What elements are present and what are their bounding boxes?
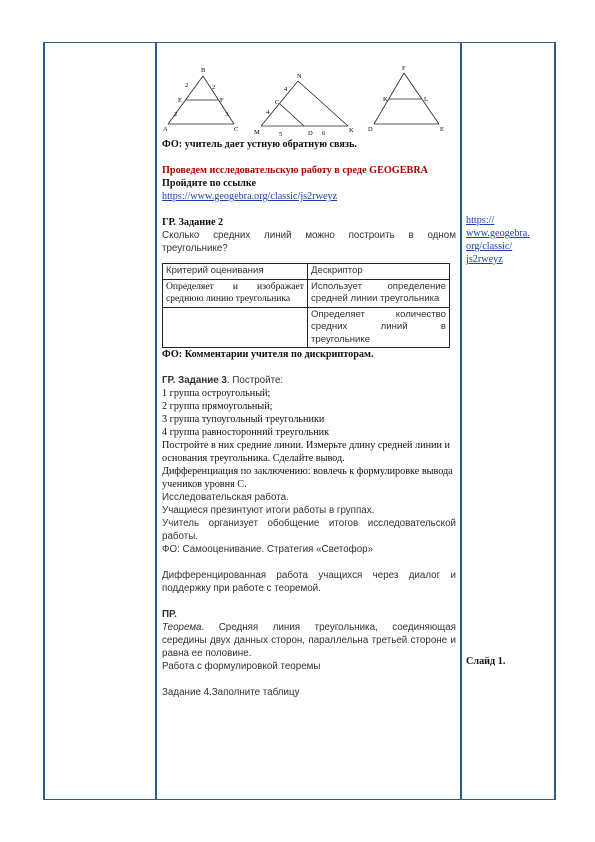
- slide-label: Слайд 1.: [466, 656, 506, 667]
- criteria-header-row: [163, 264, 450, 280]
- teacher-organizes: Учитель организует обобщение итогов исследовательской работы.: [162, 518, 456, 542]
- theorem-text: . Средняя линия треугольника, соединяющая середины двух данных сторон, параллельна третьей стороне и равна ее половине.: [162, 622, 456, 659]
- label-side-6: 6: [322, 130, 326, 137]
- criteria-row-1: [163, 279, 450, 307]
- column-divider-left: [155, 42, 157, 800]
- column-divider-right: [460, 42, 462, 800]
- formulation-work: Работа с формулировкой теоремы: [162, 661, 321, 672]
- fo-self-assessment: ФО: Самооценивание. Стратегия «Светофор»: [162, 544, 374, 555]
- label-side-2c: 2: [212, 84, 216, 91]
- label-side-2a: 2: [185, 82, 189, 89]
- label-k: K: [349, 127, 354, 134]
- follow-link-text: Пройдите по ссылке: [162, 178, 257, 189]
- criterion-cell: Определяет и изображает среднюю линию треугольника: [163, 279, 308, 307]
- right-link-block: [466, 214, 550, 266]
- label-m: M: [254, 129, 260, 136]
- header-descriptor: Дескриптор: [308, 264, 450, 280]
- research-work: Исследовательская работа.: [162, 492, 289, 503]
- task2-text: Сколько средних линий можно построить в одном треугольнике?: [162, 230, 456, 254]
- main-column: [162, 62, 456, 699]
- label-f: F: [220, 97, 224, 104]
- fo-feedback-2: ФО: Комментарии учителя по дискрипторам.: [162, 349, 374, 360]
- right-link-line-2[interactable]: www.geogebra.: [466, 228, 530, 239]
- task4: Задание 4.Заполните таблицу: [162, 687, 300, 698]
- triangle-figures-svg: [162, 62, 456, 138]
- task3-title: ГР. Задание 3: [162, 375, 227, 386]
- label-side-5: 5: [279, 131, 283, 138]
- right-link-line-4[interactable]: js2rweyz: [466, 254, 503, 265]
- differentiated-work: Дифференцированная работа учащихся через диалог и поддержку при работе с теоремой.: [162, 570, 456, 594]
- group-4: 4 группа равносторонний треугольник: [162, 427, 330, 438]
- task3-rest: . Постройте:: [226, 375, 284, 386]
- label-a: A: [163, 126, 168, 133]
- criteria-row-2: [163, 307, 450, 348]
- label-f3: F: [402, 65, 406, 72]
- label-side-3: 3: [225, 111, 229, 118]
- pr-label: ПР.: [162, 609, 177, 620]
- descriptor-1: Использует определение средней линии треугольника: [308, 279, 450, 307]
- label-d3: D: [368, 126, 373, 133]
- right-link-line-1[interactable]: https://: [466, 215, 495, 226]
- present-results: Учащиеся презинтуют итоги работы в группах.: [162, 505, 375, 516]
- group-2: 2 группа прямоугольный;: [162, 401, 273, 412]
- label-l3: L: [424, 96, 428, 103]
- theorem-label: Теорема: [162, 622, 202, 633]
- label-side-4a: 4: [284, 86, 288, 93]
- label-n: N: [297, 73, 302, 80]
- label-c2: C: [275, 99, 280, 106]
- label-e: E: [178, 97, 182, 104]
- group-1: 1 группа остроугольный;: [162, 388, 271, 399]
- label-d: D: [308, 130, 313, 137]
- label-k3: K: [383, 96, 388, 103]
- group-3: 3 группа тупоугольный треугольники: [162, 414, 325, 425]
- descriptor-2: Определяет количество средних линий в треугольнике: [308, 307, 450, 348]
- geogebra-link[interactable]: https://www.geogebra.org/classic/js2rweyz: [162, 191, 338, 202]
- build-instructions: Постройте в них средние линии. Измерьте длину средней линии и основания треугольника. Сделайте вывод.: [162, 440, 450, 464]
- criteria-table: [162, 263, 450, 348]
- label-side-2b: 2: [174, 111, 178, 118]
- label-c: C: [234, 126, 239, 133]
- label-side-4b: 4: [266, 109, 270, 116]
- research-heading: Проведем исследовательскую работу в среде GEOGEBRA: [162, 165, 429, 176]
- label-b: B: [201, 67, 206, 74]
- label-e3: E: [440, 126, 444, 133]
- task2-title: ГР. Задание 2: [162, 217, 224, 228]
- fo-feedback-1: ФО: учитель дает устную обратную связь.: [162, 139, 357, 150]
- differentiation-text: Дифференциация по заключению: вовлечь к формулировке вывода учеников уровня С.: [162, 466, 453, 490]
- criterion-empty: [163, 307, 308, 348]
- header-criterion: Критерий оценивания: [163, 264, 308, 280]
- right-link-line-3[interactable]: org/classic/: [466, 241, 513, 252]
- triangle-figures: [162, 62, 456, 138]
